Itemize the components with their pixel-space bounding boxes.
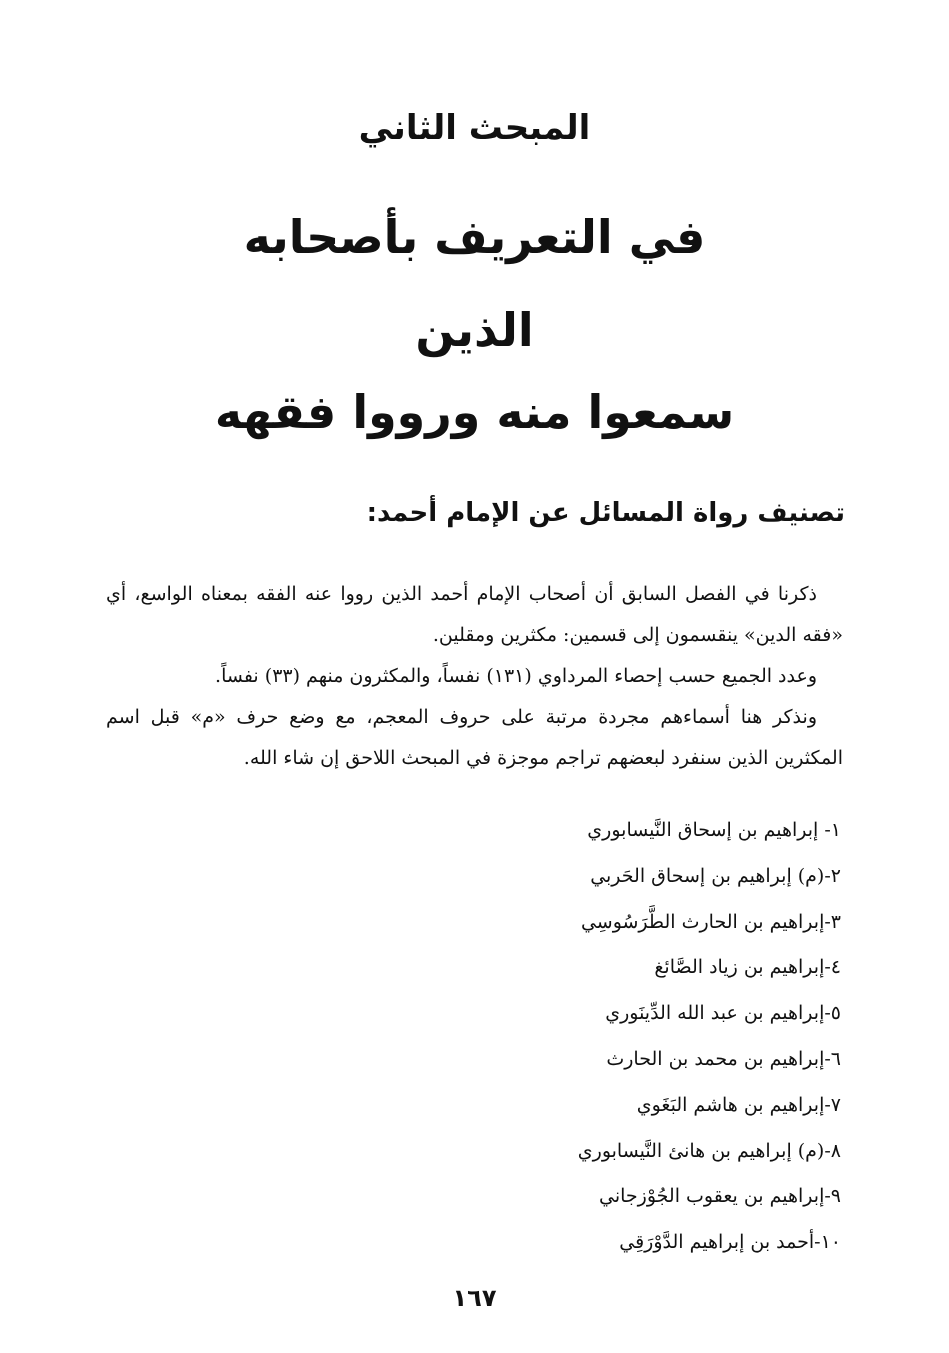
paragraph-3: ونذكر هنا أسماءهم مجردة مرتبة على حروف المعجم، مع وضع حرف «م» قبل اسم المكثرين الذين سنفرد لبعضهم تراجم موجزة في المبحث اللاحق إن شاء الله. xyxy=(106,706,843,769)
list-item: ٣-إبراهيم بن الحارث الطَّرَسُوسِي xyxy=(580,910,841,933)
list-item: ٥-إبراهيم بن عبد الله الدِّينَوري xyxy=(605,1002,841,1025)
paragraph-1: ذكرنا في الفصل السابق أن أصحاب الإمام أحمد الذين رووا عنه الفقه بمعناه الواسع، أي «فقه الدين» ينقسمون إلى قسمين: مكثرين ومقلين. xyxy=(106,583,843,646)
section-label: المبحث الثاني xyxy=(358,108,591,148)
paragraph-2: وعدد الجميع حسب إحصاء المرداوي (١٣١) نفساً، والمكثرون منهم (٣٣) نفساً. xyxy=(215,665,817,687)
narrators-list xyxy=(578,808,841,1266)
list-item: ٦-إبراهيم بن محمد بن الحارث xyxy=(606,1047,841,1070)
list-item: ٤-إبراهيم بن زياد الصَّائغ xyxy=(654,956,841,979)
body-text xyxy=(106,574,843,779)
list-item: ١- إبراهيم بن إسحاق النَّيسابوري xyxy=(587,819,841,841)
list-item: ٢-(م) إبراهيم بن إسحاق الحَربي xyxy=(590,864,841,887)
page-number: ١٦٧ xyxy=(452,1284,497,1312)
list-item: ٨-(م) إبراهيم بن هانئ النَّيسابوري xyxy=(577,1139,841,1162)
list-item: ٩-إبراهيم بن يعقوب الجُوْزجاني xyxy=(599,1185,841,1208)
title-line-2: الذين xyxy=(415,303,534,357)
list-item: ٧-إبراهيم بن هاشم البَغَوي xyxy=(636,1093,841,1116)
list-item: ١٠-أحمد بن إبراهيم الدَّوْرَقِي xyxy=(619,1231,841,1254)
subheading: تصنيف رواة المسائل عن الإمام أحمد: xyxy=(366,498,845,528)
title-line-3: سمعوا منه ورووا فقهه xyxy=(214,385,735,439)
title-line-1: في التعريف بأصحابه xyxy=(243,210,706,264)
